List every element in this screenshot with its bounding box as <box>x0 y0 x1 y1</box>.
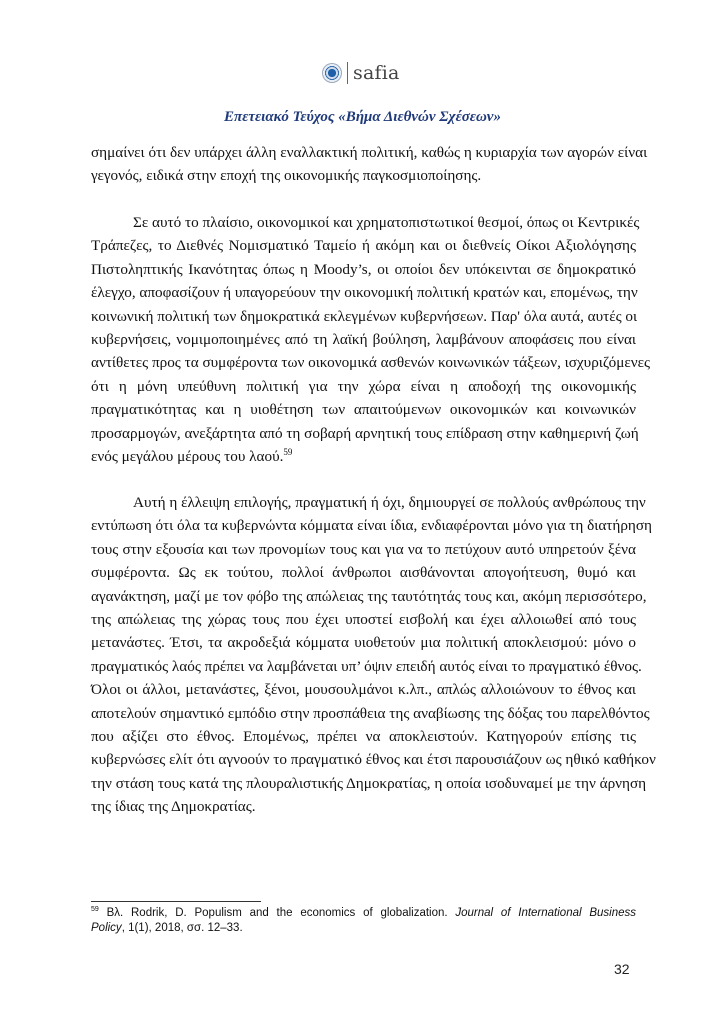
paragraph-2 <box>91 211 650 468</box>
text-line: αποτελούν σημαντικό εμπόδιο στην προσπάθεια της αναβίωσης της δόξας του παρελθόντος <box>91 704 650 722</box>
text-line: Πιστοληπτικής Ικανότητας όπως η Moody’s, οι οποίοι δεν υπόκεινται σε δημοκρατικό <box>91 260 636 278</box>
text-line: πραγματικός λαός πρέπει να λαμβάνεται υπ’ όψιν επειδή αυτός είναι το πραγματικό έθνος. <box>91 657 642 675</box>
page-number: 32 <box>614 961 630 977</box>
text-line: προσαρμογών, ανεξάρτητα από τη σοβαρή αρνητική τους επίδραση στην καθημερινή ζωή <box>91 424 639 442</box>
footnote-journal-cont: Policy <box>91 922 122 934</box>
text-line: έλεγχο, αποφασίζουν ή υπαγορεύουν την οικονομική πολιτική κρατών και, επομένως, την <box>91 284 638 302</box>
text-line: κυβερνώσες ελίτ ότι αγνοούν το πραγματικό έθνος και έτσι παρουσιάζουν ως ηθικό καθήκον <box>91 751 656 769</box>
text-line: Αυτή η έλλειψη επιλογής, πραγματική ή όχι, δημιουργεί σε πολλούς ανθρώπους την <box>133 494 646 511</box>
safia-logo <box>322 60 400 86</box>
text-line: σημαίνει ότι δεν υπάρχει άλλη εναλλακτική πολιτική, καθώς η κυριαρχία των αγορών είναι <box>91 144 648 161</box>
text-line: πραγματικότητας και η υιοθέτηση των απαιτούμενων οικονομικών και κοινωνικών <box>91 401 636 419</box>
text-line: ότι η μόνη υπεύθυνη πολιτική για την χώρα είναι η αποδοχή της οικονομικής <box>91 377 636 395</box>
text-line: Τράπεζες, το Διεθνές Νομισματικό Ταμείο ή ακόμη και οι διεθνείς Οίκοι Αξιολόγησης <box>91 237 636 255</box>
footnote-citation: Βλ. Rodrik, D. Populism and the economics of globalization. <box>106 907 448 919</box>
text-line <box>91 445 636 468</box>
paragraph-1 <box>91 141 648 188</box>
footnote-line <box>91 921 636 936</box>
text-line: Σε αυτό το πλαίσιο, οικονομικοί και χρηματοπιστωτικοί θεσμοί, όπως οι Κεντρικές <box>133 214 640 231</box>
text-line: κοινωνική πολιτική των δημοκρατικά εκλεγμένων κυβερνήσεων. Παρ' όλα αυτά, αυτές οι <box>91 307 638 325</box>
running-title: Επετειακό Τεύχος «Βήμα Διεθνών Σχέσεων» <box>224 109 501 125</box>
text-line: αγανάκτηση, μαζί με τον φόβο της απώλειας της ταυτότητάς τους και, ακόμη περισσότερο, <box>91 587 647 605</box>
text-line: μετανάστες. Έτσι, τα ακροδεξιά κόμματα υιοθετούν μια πολιτική αποκλεισμού: μόνο ο <box>91 634 636 652</box>
text-line: κυβερνήσεις, νομιμοποιημένες από τη λαϊκή βούληση, λαμβάνουν αποφάσεις που είναι <box>91 331 636 349</box>
text-line: της απώλειας της χώρας τους που έχει υποστεί εισβολή και έχει αλλοιωθεί από τους <box>91 611 636 629</box>
text-line: τους στην εξουσία και των προνομίων τους και για να το πετύχουν αυτό υπηρετούν ξένα <box>91 540 636 558</box>
text-line: Όλοι οι άλλοι, μετανάστες, ξένοι, μουσουλμάνοι κ.λπ., απλώς αλλοιώνουν το έθνος και <box>91 681 636 699</box>
footnote-59 <box>91 906 636 936</box>
logo-divider <box>347 62 348 84</box>
footnote-line <box>91 906 636 921</box>
paragraph-3 <box>91 491 656 819</box>
text-line: γεγονός, ειδικά στην εποχή της οικονομικής παγκοσμιοποίησης. <box>91 167 482 185</box>
text-line-content: ενός μεγάλου μέρους του λαού. <box>91 448 284 466</box>
footnote-separator <box>91 901 261 902</box>
logo-text: safia <box>353 62 400 84</box>
footnote-volume-pages: , 1(1), 2018, σσ. 12–33. <box>121 922 243 934</box>
text-line: συμφέροντα. Ως εκ τούτου, πολλοί άνθρωποι αισθάνονται απογοήτευση, θυμό και <box>91 564 636 582</box>
text-line: εντύπωση ότι όλα τα κυβερνώντα κόμματα είναι ίδια, ενδιαφέρονται μόνο για τη διατήρηση <box>91 517 652 535</box>
text-line: της ίδιας της Δημοκρατίας. <box>91 798 256 816</box>
text-line: που αξίζει στο έθνος. Επομένως, πρέπει να αποκλειστούν. Κατηγορούν επίσης τις <box>91 728 636 746</box>
footnote-reference[interactable]: 59 <box>283 447 293 457</box>
text-line: αντίθετες προς τα συμφέροντα των οικονομικά ασθενών κοινωνικών τάξεων, ισχυριζόμενες <box>91 354 650 372</box>
seal-icon <box>322 63 342 83</box>
footnote-journal: Journal of International Business <box>455 907 636 919</box>
footnote-number: 59 <box>91 906 99 914</box>
text-line: την στάση τους κατά της πλουραλιστικής Δημοκρατίας, η οποία ισοδυναμεί με την άρνηση <box>91 774 647 792</box>
